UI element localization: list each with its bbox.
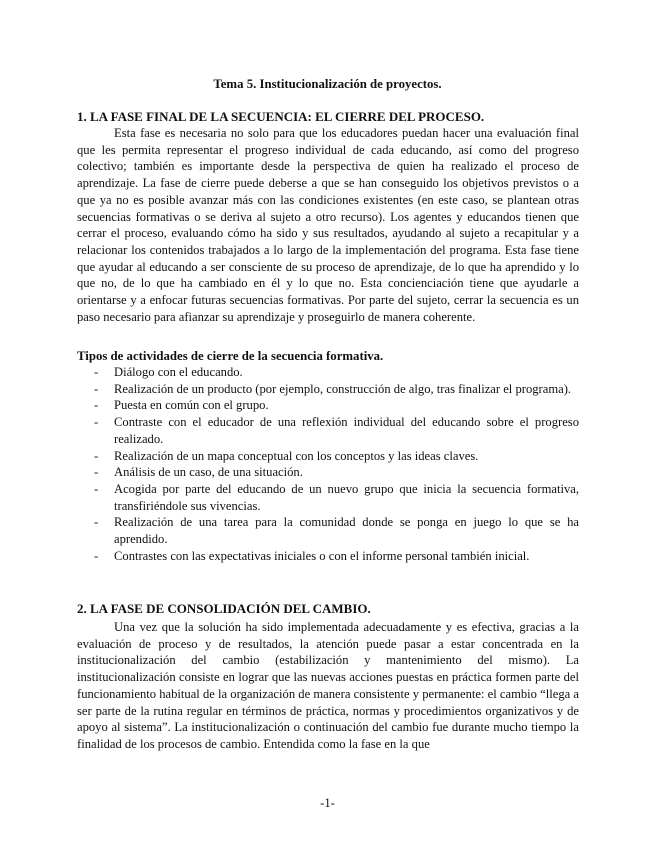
activities-heading: Tipos de actividades de cierre de la secuencia formativa. [77, 349, 384, 363]
list-item [77, 414, 579, 447]
list-item [77, 514, 579, 547]
list-item-text: Puesta en común con el grupo. [114, 398, 269, 413]
page-number: -1- [320, 796, 335, 810]
list-bullet: - [94, 365, 99, 379]
list-item-text: Acogida por parte del educando de un nuevo grupo que inicia la secuencia formativa, transfiriéndole sus vivencias. [114, 481, 579, 513]
list-item-text: Contraste con el educador de una reflexión individual del educando sobre el progreso realizado. [114, 415, 579, 446]
list-bullet: - [94, 398, 99, 413]
section-1-paragraph: Esta fase es necesaria no solo para que los educadores puedan hacer una evaluación final que les permita representar el progreso individual de cada educando, así como del progreso colectivo; también es importante desde la perspectiva de quien ha realizado el proceso de aprendizaje. La fase de cierre puede deberse a que se han conseguido los objetivos previstos o a que ya no es posible avanzar más con las condiciones existentes (en este caso, se plantean otras secuencias formativas o se deriva al sujeto a otro recurso). Los agentes y educandos tienen que cerrar el proceso, evaluando cómo ha sido y sus resultados, ayudando al sujeto a recapitular y a relacionar los contenidos trabajados a lo largo de la implementación del programa. Esta fase tiene que ayudar al educando a ser consciente de su proceso de aprendizaje, de lo que ha aprendido y lo que no, de lo que ha cambiado en él y lo que no. Esta concienciación tiene que ayudarle a orientarse y a enfocar futuras secuencias formativas. Por parte del sujeto, cerrar la secuencia es un paso necesario para afianzar su aprendizaje y proseguirlo de manera coherente. [77, 126, 579, 324]
list-item-text: Realización de un mapa conceptual con los conceptos y las ideas claves. [114, 448, 479, 463]
list-item [77, 481, 579, 514]
list-bullet: - [94, 381, 99, 396]
list-bullet: - [94, 415, 99, 430]
list-item [77, 548, 579, 565]
list-item [77, 364, 579, 381]
list-item [77, 448, 579, 465]
list-item-text: Realización de una tarea para la comunidad donde se ponga en juego lo que se ha aprendido. [114, 515, 579, 547]
list-item-text: Realización de un producto (por ejemplo, construcción de algo, tras finalizar el programa). [114, 381, 572, 396]
activities-list [77, 364, 579, 564]
list-item-text: Diálogo con el educando. [114, 365, 243, 379]
list-bullet: - [94, 448, 99, 463]
list-item-text: Contrastes con las expectativas iniciales o con el informe personal también inicial. [114, 548, 530, 563]
section-2-paragraph: Una vez que la solución ha sido implementada adecuadamente y es efectiva, gracias a la evaluación de proceso y de resultados, la atención puede pasar a estar concentrada en la institucionalización del cambio (estabilización y mantenimiento del mismo). La institucionalización consiste en lograr que las nuevas acciones puestas en práctica formen parte del funcionamiento habitual de la organización de manera consistente y permanente: el cambio “llega a ser parte de la rutina regular en términos de práctica, normas y procedimientos organizativos y de apoyo al sistema”. La institucionalización o continuación del cambio fue durante mucho tiempo la finalidad de los procesos de cambio. Entendida como la fase en la que [77, 620, 579, 751]
list-item-text: Análisis de un caso, de una situación. [114, 465, 303, 480]
list-bullet: - [94, 548, 99, 563]
section-1-heading: 1. LA FASE FINAL DE LA SECUENCIA: EL CIERRE DEL PROCESO. [77, 109, 485, 124]
list-bullet: - [94, 481, 99, 496]
list-item [77, 381, 579, 398]
list-item [77, 464, 579, 481]
list-bullet: - [94, 515, 99, 530]
section-2-heading: 2. LA FASE DE CONSOLIDACIÓN DEL CAMBIO. [77, 601, 371, 616]
list-item [77, 397, 579, 414]
list-bullet: - [94, 465, 99, 480]
document-title: Tema 5. Institucionalización de proyectos. [213, 77, 442, 91]
